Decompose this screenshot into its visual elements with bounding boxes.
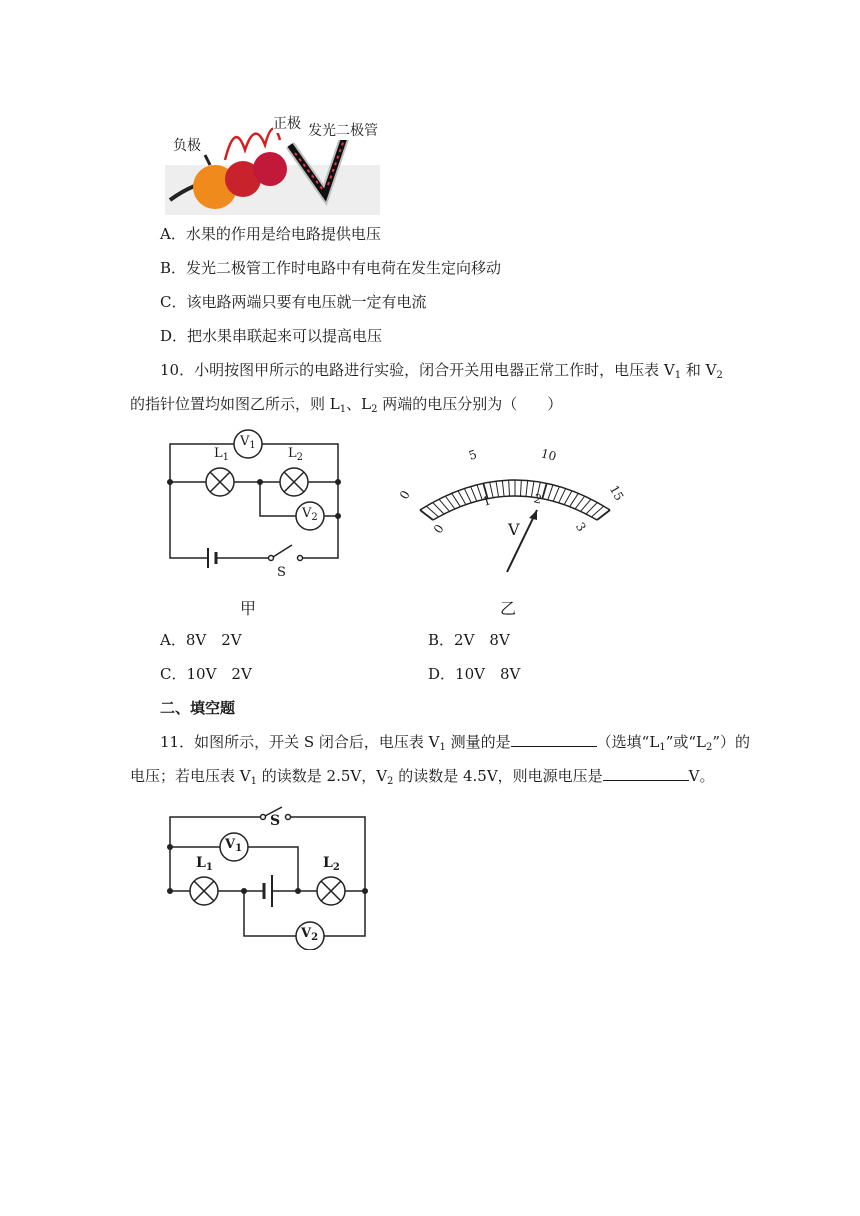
answer-blank-1[interactable] (511, 732, 597, 747)
junction-node (362, 888, 368, 894)
junction-node (167, 844, 173, 850)
circuit-jia-diagram (160, 428, 360, 588)
q10-stem-line1: 10．小明按图甲所示的电路进行实验，闭合开关用电器正常工作时，电压表 $V_1$ 和 $V_2$ (160, 361, 723, 381)
positive-pole-label: 正极 (273, 113, 301, 133)
meter-tick (471, 487, 477, 502)
voltmeter-v1-label: $V_1$ (240, 434, 256, 451)
option-letter: C． (160, 293, 187, 311)
voltmeter-v2-label: $V_2$ (301, 926, 319, 943)
voltmeter-dial (395, 440, 635, 585)
meter-tick (420, 510, 433, 520)
lamp-l1-label: $L_1$ (214, 446, 230, 463)
inner-tick-label: 0 (430, 521, 447, 537)
section-title: 二、填空题 (160, 699, 236, 717)
lamp-l2-label: $L_2$ (288, 446, 304, 463)
voltmeter-scale (395, 440, 635, 585)
option-letter: A． (160, 225, 186, 243)
outer-tick-label: 15 (606, 482, 627, 504)
option-letter: D． (160, 327, 188, 345)
negative-pole-label: 负极 (173, 135, 201, 155)
meter-tick (509, 480, 510, 496)
junction-node (295, 888, 301, 894)
junction-node (167, 888, 173, 894)
meter-tick (496, 481, 499, 497)
answer-blank-2[interactable] (603, 766, 689, 781)
meter-tick (597, 510, 610, 520)
needle-arrowhead (529, 510, 537, 520)
q9-option-a (160, 223, 381, 245)
q9-option-d (160, 325, 382, 347)
figure-yi-caption: 乙 (500, 599, 517, 618)
meter-tick (575, 496, 585, 509)
circuit-jia (160, 428, 360, 588)
meter-tick (570, 493, 579, 506)
outer-tick-label: 0 (396, 488, 413, 502)
meter-tick (559, 489, 566, 503)
meter-tick (526, 481, 528, 497)
switch-s-label: S (277, 565, 286, 580)
meter-tick (531, 481, 534, 497)
junction-node (335, 513, 341, 519)
figure-jia-caption: 甲 (240, 599, 257, 618)
option-text: 发光二极管工作时电路中有电荷在发生定向移动 (186, 259, 502, 277)
inner-tick-label: 2 (532, 491, 544, 507)
meter-tick (553, 487, 559, 502)
voltmeter-v1-label: $V_1$ (225, 837, 243, 854)
meter-symbol: V (508, 520, 520, 539)
meter-tick (586, 503, 597, 514)
meter-tick (433, 503, 444, 514)
option-text: 水果的作用是给电路提供电压 (185, 225, 381, 243)
meter-tick (542, 483, 546, 498)
q10-option-d: D．10V 8V (428, 665, 521, 683)
question-number: 10． (160, 361, 195, 379)
meter-tick (452, 493, 461, 506)
junction-node (335, 479, 341, 485)
meter-tick (464, 489, 471, 503)
circuit-q11-diagram (160, 805, 375, 950)
option-letter: B． (160, 259, 187, 277)
q10-option-a: A．8V 2V (160, 631, 242, 649)
q10-option-b: B．2V 8V (428, 631, 510, 649)
meter-tick (490, 482, 493, 498)
voltmeter-v2-label: $V_2$ (302, 506, 318, 523)
q9-option-c (160, 291, 427, 313)
junction-node (241, 888, 247, 894)
q11-stem-line1: 11．如图所示，开关 S 闭合后，电压表 $V_1$ 测量的是 （选填“$L_1$”或“$L_2$”）的 (160, 733, 751, 753)
meter-tick (564, 491, 572, 505)
q10-stem-line2: 的指针位置均如图乙所示，则 $L_1$、$L_2$ 两端的电压分别为（ ） (130, 395, 563, 415)
meter-tick (439, 499, 449, 511)
meter-tick (458, 491, 466, 505)
junction-node (167, 479, 173, 485)
inner-tick-label: 3 (572, 519, 589, 535)
meter-tick (502, 481, 504, 497)
option-text: 把水果串联起来可以提高电压 (187, 327, 383, 345)
meter-tick (445, 496, 455, 509)
lamp-l1-label: $L_1$ (196, 855, 213, 873)
q11-stem-line2: 电压；若电压表 $V_1$ 的读数是 2.5V，$V_2$ 的读数是 4.5V，则电源电压是 V。 (130, 767, 715, 787)
option-text: 该电路两端只要有电压就一定有电流 (186, 293, 427, 311)
q10-option-c: C．10V 2V (160, 665, 252, 683)
lamp-l2-label: $L_2$ (323, 855, 340, 873)
circuit-q11 (160, 805, 375, 950)
junction-node (257, 479, 263, 485)
q9-option-b (160, 257, 501, 279)
meter-tick (581, 499, 591, 511)
inner-tick-label: 1 (481, 493, 493, 509)
fruit-battery-figure (165, 105, 380, 215)
meter-tick (548, 485, 553, 500)
led-label: 发光二极管 (308, 120, 378, 140)
outer-tick-label: 10 (539, 446, 558, 464)
meter-tick (520, 480, 521, 496)
outer-tick-label: 5 (467, 447, 479, 463)
switch-s-label: S (270, 813, 281, 829)
